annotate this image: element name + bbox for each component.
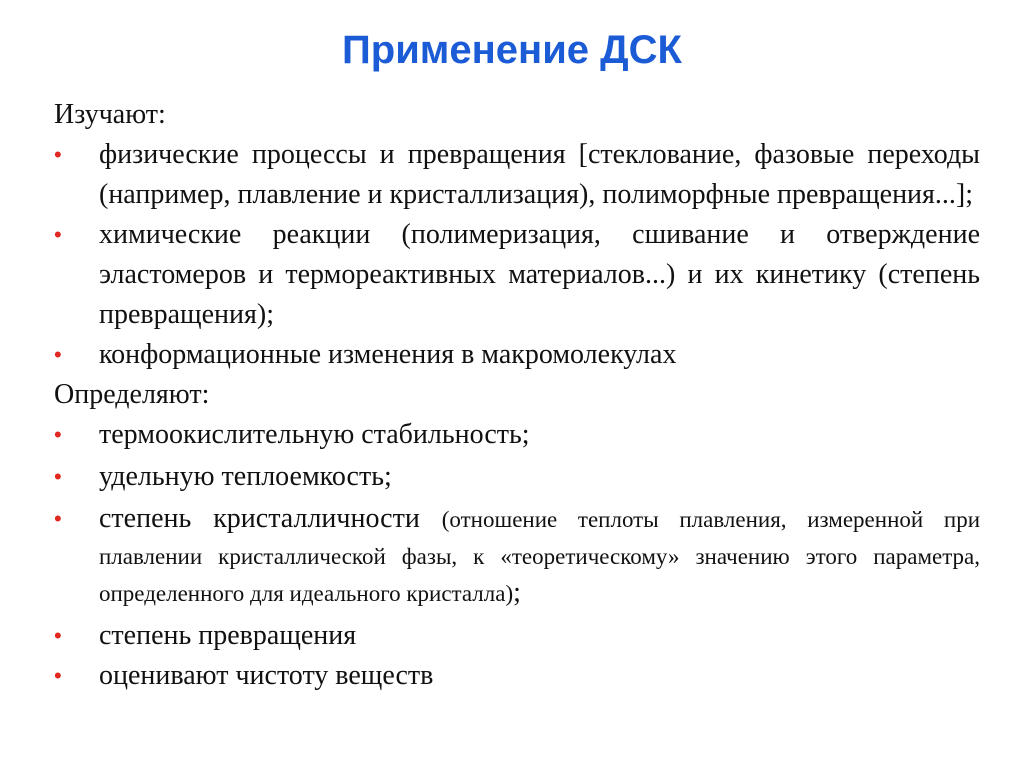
bullet-icon: • [54,506,62,531]
bullet-icon: • [54,422,62,447]
item-text-end: ; [513,577,521,608]
slide-body [54,95,980,696]
bullet-icon: • [54,342,62,367]
item-text: химические реакции (полимеризация, сшивание и отверждение эластомеров и термореактивных материалов...) и их кинетику (степень превращения); [99,219,980,330]
list-item [54,215,980,335]
list-item [54,335,980,375]
section-label-study: Изучают: [54,99,166,130]
list-item [54,135,980,215]
list-item [54,656,980,696]
section-label-determine: Определяют: [54,379,210,410]
bullet-icon: • [54,663,62,688]
list-item [54,501,980,612]
bullet-icon: • [54,623,62,648]
list-item [54,415,980,455]
list-item [54,616,980,656]
item-text: термоокислительную стабильность; [99,419,530,450]
item-text-main: степень кристалличности [99,503,420,534]
bullet-icon: • [54,222,62,247]
item-text: физические процессы и превращения [стеклование, фазовые переходы (например, плавление и кристаллизация), полиморфные превращения...]; [99,139,980,210]
list-item [54,457,980,497]
item-text-note: (отношение теплоты плавления, измеренной при плавлении кристаллической фазы, к «теоретическому» значению этого параметра, определенного для идеального кристалла) [99,507,981,606]
item-text: удельную теплоемкость; [99,461,392,492]
item-text: конформационные изменения в макромолекулах [99,339,677,370]
item-text: оценивают чистоту веществ [99,660,434,691]
bullet-icon: • [54,464,62,489]
bullet-icon: • [54,142,62,167]
item-text: степень превращения [99,620,357,651]
slide-title: Применение ДСК [342,28,682,72]
